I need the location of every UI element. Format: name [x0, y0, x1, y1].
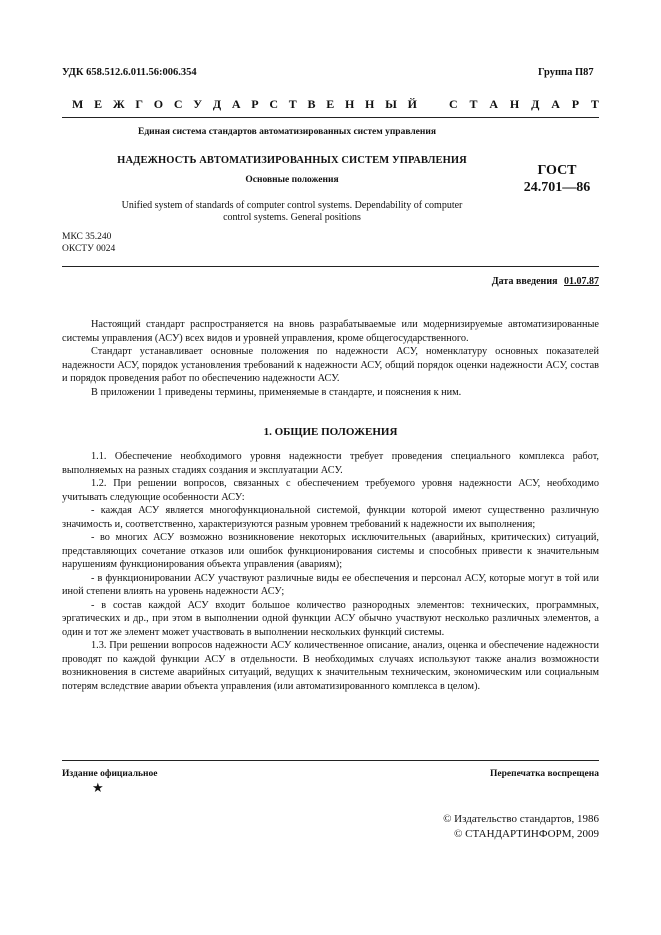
section-paragraph: 1.2. При решении вопросов, связанных с обеспечением требуемого уровня надежности АСУ, необходимо учитывать следующие особенности АСУ: — [62, 478, 599, 503]
section-paragraph: 1.1. Обеспечение необходимого уровня надежности требует проведения специального комплекса работ, выполняемых на разных стадиях создания и эксплуатации АСУ. — [62, 451, 599, 476]
udk-code: УДК 658.512.6.011.56:006.354 — [62, 67, 197, 78]
section-paragraph: - во многих АСУ возможно возникновение некоторых исключительных (аварийных, критических) ситуаций, представляющих сочетание отказов или ошибок функционирования системы и способных привести к значительным нарушениям функционирования объекта управления (авариям); — [62, 532, 599, 570]
intro-date-value: 01.07.87 — [564, 276, 599, 287]
section-heading: 1. ОБЩИЕ ПОЛОЖЕНИЯ — [263, 426, 398, 438]
document-title: НАДЕЖНОСТЬ АВТОМАТИЗИРОВАННЫХ СИСТЕМ УПРАВЛЕНИЯ — [117, 155, 467, 166]
intro-date-label: Дата введения — [491, 276, 558, 287]
section-paragraph: - каждая АСУ является многофункциональной системой, функции которой имеют существенно различную значимость и, соответственно, характеризуются разным уровнем требований к надежности их выполнения; — [62, 505, 599, 530]
official-edition: Издание официальное — [62, 769, 158, 779]
series-title: Единая система стандартов автоматизированных систем управления — [138, 127, 436, 137]
preamble-paragraph: Стандарт устанавливает основные положения по надежности АСУ, номенклатуру основных показателей надежности АСУ, порядок установления требований к надежности АСУ, общий порядок оценки надежности АСУ, состав и порядок проведения работ по обеспечению надежности АСУ. — [62, 346, 599, 384]
english-title-line2: control systems. General positions — [223, 212, 361, 223]
star-icon: ★ — [92, 780, 104, 795]
gost-label: ГОСТ — [537, 163, 577, 178]
english-title — [62, 200, 522, 224]
gost-number: 24.701—86 — [523, 180, 591, 195]
section-paragraph: - в состав каждой АСУ входит большое количество разнородных элементов: технических, программных, эргатических и др., при этом в выполнении одной функции АСУ обычно участвуют несколько различных элементов, а один и тот же элемент может участвовать в выполнении нескольких функций системы. — [62, 599, 599, 638]
section-paragraph: - в функционировании АСУ участвуют различные виды ее обеспечения и персонал АСУ, которые могут в той или иной степени влиять на уровень надежности АСУ; — [62, 572, 599, 597]
preamble-paragraph: Настоящий стандарт распространяется на вновь разрабатываемые или модернизируемые автоматизированные системы управления (АСУ) всех видов и уровней управления, кроме общегосударственного. — [62, 319, 599, 344]
section-body — [62, 450, 599, 693]
document-subtitle: Основные положения — [245, 175, 339, 185]
copyright-block — [380, 812, 599, 842]
section-paragraph: 1.3. При решении вопросов надежности АСУ количественное описание, анализ, оценка и обеспечение надежности проводят по каждой функции АСУ в отдельности. В необходимых случаях используют также анализ возможности возникновения в системе аварийных ситуаций, ведущих к значительным техническим, экономическим или социальным потерям вследствие аварии объекта управления (или автоматизированного комплекса в целом). — [62, 640, 599, 692]
copyright-standartinform: © СТАНДАРТИНФОРМ, 2009 — [454, 828, 599, 840]
copyright-publisher: © Издательство стандартов, 1986 — [443, 813, 599, 825]
gost-designation — [512, 162, 602, 196]
footer-divider — [62, 760, 599, 761]
intro-date — [492, 276, 599, 287]
standard-word-interstate: М Е Ж Г О С У Д А Р С Т В Е Н Н Ы Й — [72, 97, 417, 111]
reprint-prohibited: Перепечатка воспрещена — [489, 769, 599, 779]
title-divider — [62, 266, 599, 267]
header-divider — [62, 117, 599, 118]
preamble — [62, 318, 599, 399]
english-title-line1: Unified system of standards of computer control systems. Dependability of computer — [121, 200, 463, 211]
mks-code: МКС 35.240 — [62, 232, 112, 242]
standard-word-standard: С Т А Н Д А Р Т — [449, 97, 599, 111]
group-code: Группа П87 — [538, 67, 594, 78]
classification-codes — [62, 231, 115, 255]
okstu-code: ОКСТУ 0024 — [62, 244, 116, 254]
preamble-paragraph: В приложении 1 приведены термины, применяемые в стандарте, и пояснения к ним. — [91, 386, 462, 398]
standard-type-heading — [72, 97, 599, 112]
